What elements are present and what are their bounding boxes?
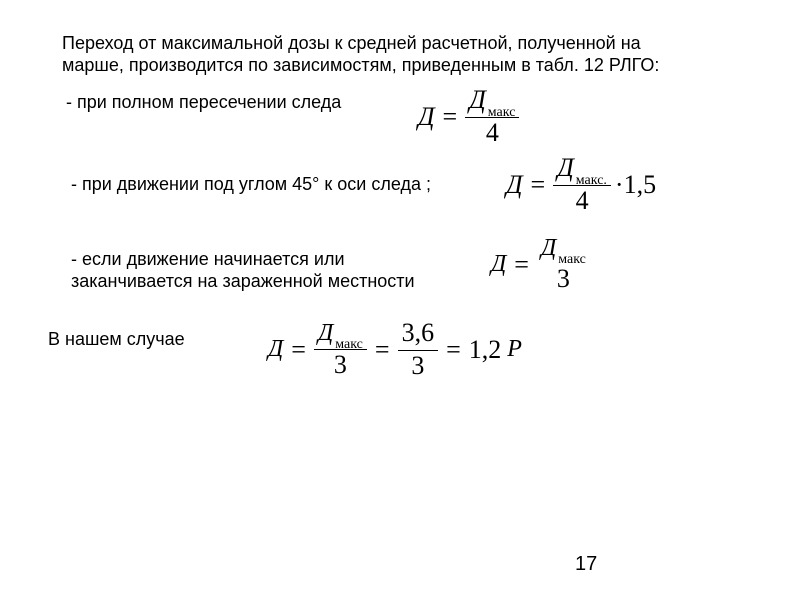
fraction-numerator: 3,6 xyxy=(398,318,439,351)
fraction-denominator: 4 xyxy=(485,118,499,147)
formula-equals: = xyxy=(514,249,529,279)
condition-line-1: - если движение начинается или xyxy=(71,249,345,269)
intro-paragraph xyxy=(62,32,659,76)
fraction-denominator: 3 xyxy=(411,351,425,380)
formula-contaminated-area xyxy=(491,235,590,294)
formula-equals-3: = xyxy=(446,334,461,364)
formula-unit: Р xyxy=(507,336,522,362)
formula-fraction xyxy=(537,235,590,294)
formula-equals-2: = xyxy=(374,334,390,364)
condition-line: - при движении под углом 45° к оси следа ; xyxy=(71,174,431,194)
formula-lhs: Д xyxy=(491,251,507,277)
numerator-subscript: макс. xyxy=(575,173,607,188)
formula-45-degree xyxy=(506,153,656,216)
intro-line-1: Переход от максимальной дозы к средней расчетной, полученной на xyxy=(62,33,641,53)
fraction-numerator xyxy=(553,153,611,186)
condition-contaminated-area xyxy=(71,248,415,292)
fraction-numerator xyxy=(537,235,590,267)
fraction-denominator: 3 xyxy=(333,349,347,379)
our-case-label: В нашем случае xyxy=(48,329,185,349)
formula-lhs: Д xyxy=(268,336,284,362)
numerator-subscript: макс xyxy=(558,252,586,267)
formula-lhs: Д xyxy=(418,101,435,131)
condition-line-2: заканчивается на зараженной местности xyxy=(71,271,415,291)
formula-equals-1: = xyxy=(291,334,306,364)
formula-equals: = xyxy=(442,101,458,131)
formula-full-crossing xyxy=(418,85,519,148)
numerator-symbol: Д xyxy=(540,235,557,261)
numerator-subscript: макс xyxy=(487,105,516,120)
formula-our-case xyxy=(268,318,522,381)
formula-equals: = xyxy=(530,169,546,199)
formula-result: 1,2 xyxy=(468,334,502,364)
numerator-subscript: макс xyxy=(335,336,363,352)
formula-fraction-1 xyxy=(314,320,367,380)
condition-45-degree xyxy=(71,173,431,195)
fraction-denominator: 4 xyxy=(575,186,589,215)
condition-line: - при полном пересечении следа xyxy=(66,92,342,112)
intro-line-2: марше, производится по зависимостям, приведенным в табл. 12 РЛГО: xyxy=(62,55,660,75)
fraction-numerator xyxy=(465,85,519,118)
formula-fraction xyxy=(465,85,519,148)
fraction-numerator xyxy=(314,320,367,350)
numerator-symbol: Д xyxy=(469,85,486,114)
numerator-symbol: Д xyxy=(317,319,334,346)
page-number: 17 xyxy=(575,553,598,575)
formula-fraction-2 xyxy=(398,318,439,381)
condition-full-crossing xyxy=(66,91,341,113)
fraction-denominator: 3 xyxy=(556,264,570,293)
formula-fraction xyxy=(553,153,611,216)
numerator-symbol: Д xyxy=(557,153,574,182)
formula-multiplier: ·1,5 xyxy=(614,169,657,199)
formula-lhs: Д xyxy=(506,169,523,199)
